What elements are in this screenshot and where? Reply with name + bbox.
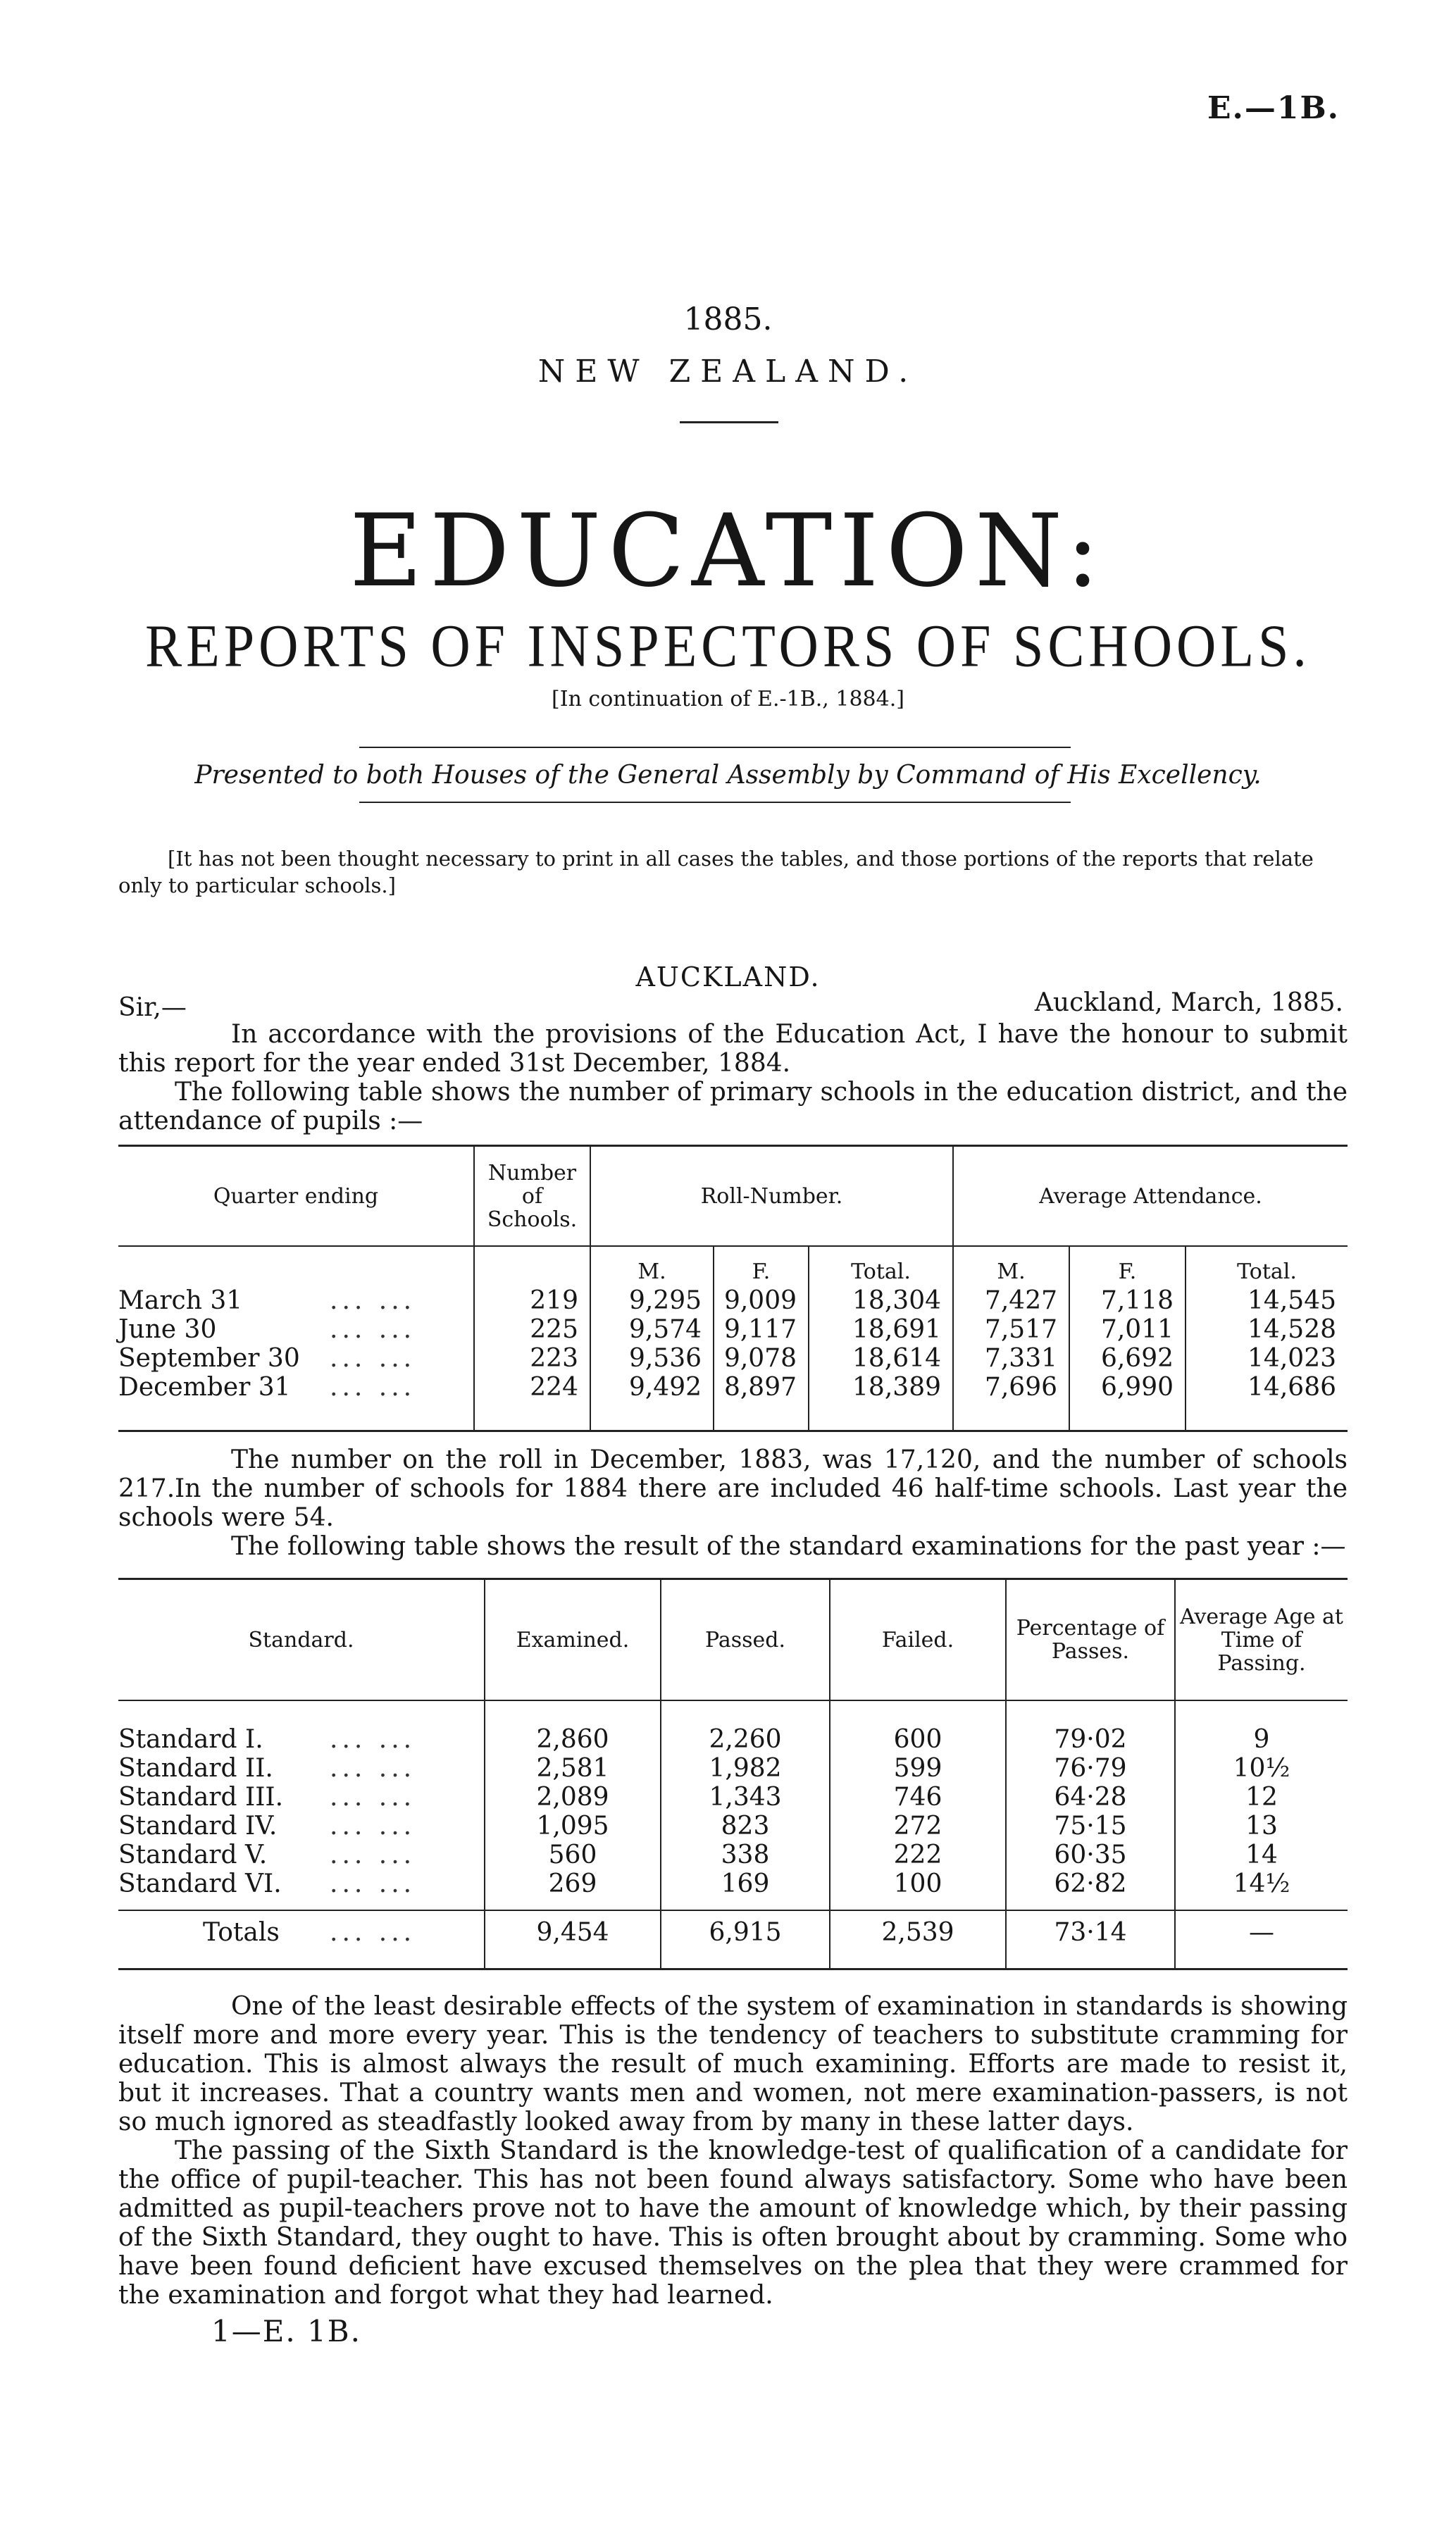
att-m-cell: 7,331	[953, 1344, 1069, 1373]
totals-age: —	[1175, 1910, 1348, 1969]
age-cell: 9	[1175, 1700, 1348, 1754]
table-row	[118, 1783, 1348, 1812]
leader-dots: ... ...	[330, 1315, 416, 1344]
quarter-cell	[118, 1315, 474, 1344]
standards-header-row	[118, 1579, 1348, 1701]
header-schools: Number of Schools.	[474, 1146, 590, 1247]
subheader-roll-f: F.	[714, 1246, 809, 1286]
paragraph-table1-intro: The following table shows the number of primary schools in the education district, and the attendance of pupils :—	[118, 1078, 1348, 1135]
standards-table	[118, 1578, 1348, 1970]
quarter-cell	[118, 1344, 474, 1373]
header-attendance: Average Attendance.	[953, 1146, 1348, 1247]
quarter-label: September 30	[118, 1344, 300, 1373]
quarter-label: March 31	[118, 1286, 243, 1315]
page-signature: 1—E. 1B.	[211, 2314, 362, 2348]
percentage-cell: 79·02	[1006, 1700, 1175, 1754]
dateline: Auckland, March, 1885.	[1034, 988, 1343, 1017]
roll-total-cell: 18,614	[809, 1344, 953, 1373]
att-m-cell: 7,427	[953, 1286, 1069, 1315]
divider-bottom	[359, 802, 1071, 803]
salutation: Sir,—	[118, 993, 187, 1022]
failed-cell: 746	[830, 1783, 1006, 1812]
roll-total-cell: 18,691	[809, 1315, 953, 1344]
roll-m-cell: 9,295	[590, 1286, 714, 1315]
roll-f-cell: 9,117	[714, 1315, 809, 1344]
att-f-cell: 7,011	[1069, 1315, 1186, 1344]
totals-row	[118, 1910, 1348, 1969]
table-row	[118, 1344, 1348, 1373]
schools-cell: 225	[474, 1315, 590, 1344]
short-divider	[680, 421, 778, 423]
leader-dots: ... ...	[330, 1286, 416, 1315]
percentage-cell: 64·28	[1006, 1783, 1175, 1812]
examined-cell: 2,089	[485, 1783, 661, 1812]
totals-percentage: 73·14	[1006, 1910, 1175, 1969]
att-f-cell: 6,692	[1069, 1344, 1186, 1373]
district-heading: AUCKLAND.	[635, 961, 821, 992]
passed-cell: 2,260	[661, 1700, 830, 1754]
quarter-cell	[118, 1373, 474, 1431]
failed-cell: 599	[830, 1754, 1006, 1783]
leader-dots: ... ...	[330, 1344, 416, 1373]
percentage-cell: 75·15	[1006, 1812, 1175, 1841]
att-m-cell: 7,517	[953, 1315, 1069, 1344]
attendance-header-row	[118, 1146, 1348, 1247]
table-row	[118, 1754, 1348, 1783]
leader-dots: ... ...	[330, 1869, 416, 1898]
report-year: 1885.	[683, 301, 773, 337]
continuation-note: [In continuation of E.-1B., 1884.]	[552, 687, 904, 711]
att-m-cell: 7,696	[953, 1373, 1069, 1431]
paragraph-table2-intro: The following table shows the result of the standard examinations for the past year :—	[231, 1532, 1346, 1561]
table-row	[118, 1812, 1348, 1841]
standard-cell	[118, 1783, 485, 1812]
standard-label: Standard VI.	[118, 1869, 282, 1898]
attendance-subheader-row	[118, 1246, 1348, 1286]
standard-cell	[118, 1869, 485, 1910]
att-f-cell: 6,990	[1069, 1373, 1186, 1431]
totals-examined: 9,454	[485, 1910, 661, 1969]
divider-top	[359, 747, 1071, 748]
subheader-roll-m: M.	[590, 1246, 714, 1286]
standard-label: Standard IV.	[118, 1812, 278, 1841]
leader-dots: ... ...	[330, 1841, 416, 1869]
header-standard: Standard.	[118, 1579, 485, 1701]
header-examined: Examined.	[485, 1579, 661, 1701]
totals-passed: 6,915	[661, 1910, 830, 1969]
leader-dots: ... ...	[330, 1725, 416, 1754]
roll-m-cell: 9,492	[590, 1373, 714, 1431]
passed-cell: 1,343	[661, 1783, 830, 1812]
roll-f-cell: 8,897	[714, 1373, 809, 1431]
age-cell: 10½	[1175, 1754, 1348, 1783]
quarter-label: June 30	[118, 1315, 217, 1344]
presented-line: Presented to both Houses of the General Assembly by Command of His Excellency.	[194, 761, 1262, 790]
roll-m-cell: 9,536	[590, 1344, 714, 1373]
paragraph-half-time: In the number of schools for 1884 there are included 46 half-time schools. Last year the schools were 54.	[118, 1474, 1348, 1532]
roll-total-cell: 18,389	[809, 1373, 953, 1431]
header-age: Average Age at Time of Passing.	[1175, 1579, 1348, 1701]
table-row	[118, 1841, 1348, 1869]
main-title: EDUCATION:	[349, 493, 1107, 609]
age-cell: 12	[1175, 1783, 1348, 1812]
leader-dots: ... ...	[330, 1754, 416, 1783]
age-cell: 13	[1175, 1812, 1348, 1841]
standard-cell	[118, 1700, 485, 1754]
quarter-label: December 31	[118, 1373, 291, 1402]
standard-cell	[118, 1812, 485, 1841]
header-percentage: Percentage of Passes.	[1006, 1579, 1175, 1701]
table-row	[118, 1373, 1348, 1431]
paragraph-roll-1883: The number on the roll in December, 1883, was 17,120, and the number of schools 217.	[118, 1445, 1348, 1503]
schools-cell: 219	[474, 1286, 590, 1315]
roll-f-cell: 9,009	[714, 1286, 809, 1315]
att-total-cell: 14,545	[1186, 1286, 1348, 1315]
table-row	[118, 1700, 1348, 1754]
examined-cell: 1,095	[485, 1812, 661, 1841]
leader-dots: ... ...	[330, 1783, 416, 1812]
header-roll: Roll-Number.	[590, 1146, 953, 1247]
failed-cell: 600	[830, 1700, 1006, 1754]
totals-failed: 2,539	[830, 1910, 1006, 1969]
subheader-roll-total: Total.	[809, 1246, 953, 1286]
paragraph-sixth-standard: The passing of the Sixth Standard is the knowledge-test of qualification of a candidate for the office of pupil-teacher. This has not been found always satisfactory. Some who have been admitted as pupil-teachers prove not to have the amount of knowledge which, by their passing of the Sixth Standard, they ought to have. This is often brought about by cramming. Some who have been found deficient have excused themselves on the plea that they were crammed for the examination and forgot what they had learned.	[118, 2136, 1348, 2310]
att-f-cell: 7,118	[1069, 1286, 1186, 1315]
passed-cell: 823	[661, 1812, 830, 1841]
leader-dots: ... ...	[330, 1373, 416, 1402]
table-row	[118, 1869, 1348, 1910]
schools-cell: 224	[474, 1373, 590, 1431]
percentage-cell: 60·35	[1006, 1841, 1175, 1869]
table-row	[118, 1286, 1348, 1315]
age-cell: 14½	[1175, 1869, 1348, 1910]
failed-cell: 272	[830, 1812, 1006, 1841]
header-passed: Passed.	[661, 1579, 830, 1701]
examined-cell: 560	[485, 1841, 661, 1869]
country-heading: NEW ZEALAND.	[537, 354, 919, 390]
percentage-cell: 62·82	[1006, 1869, 1175, 1910]
subheader-att-total: Total.	[1186, 1246, 1348, 1286]
subtitle: REPORTS OF INSPECTORS OF SCHOOLS.	[145, 611, 1311, 680]
passed-cell: 338	[661, 1841, 830, 1869]
subheader-att-f: F.	[1069, 1246, 1186, 1286]
standard-label: Standard III.	[118, 1783, 284, 1812]
paragraph-cramming: One of the least desirable effects of the system of examination in standards is showing itself more and more every year. This is the tendency of teachers to substitute cramming for education. This is almost always the result of much examining. Efforts are made to resist it, but it increases. That a country wants men and women, not mere examination-passers, is not so much ignored as steadfastly looked away from by many in these latter days.	[118, 1992, 1348, 2136]
examined-cell: 2,581	[485, 1754, 661, 1783]
att-total-cell: 14,528	[1186, 1315, 1348, 1344]
subheader-blank	[474, 1246, 590, 1286]
standard-cell	[118, 1754, 485, 1783]
header-quarter: Quarter ending	[118, 1146, 474, 1247]
paragraph-intro: In accordance with the provisions of the Education Act, I have the honour to submit this report for the year ended 31st December, 1884.	[118, 1020, 1348, 1078]
standard-cell	[118, 1841, 485, 1869]
leader-dots: ... ...	[330, 1918, 416, 1947]
totals-cell	[118, 1910, 485, 1969]
header-failed: Failed.	[830, 1579, 1006, 1701]
passed-cell: 1,982	[661, 1754, 830, 1783]
subheader-blank	[118, 1246, 474, 1286]
roll-m-cell: 9,574	[590, 1315, 714, 1344]
standard-label: Standard I.	[118, 1725, 263, 1754]
examined-cell: 2,860	[485, 1700, 661, 1754]
document-code: E.—1B.	[1207, 90, 1340, 126]
age-cell: 14	[1175, 1841, 1348, 1869]
schools-cell: 223	[474, 1344, 590, 1373]
examined-cell: 269	[485, 1869, 661, 1910]
attendance-table	[118, 1145, 1348, 1432]
att-total-cell: 14,023	[1186, 1344, 1348, 1373]
standard-label: Standard V.	[118, 1841, 268, 1869]
quarter-cell	[118, 1286, 474, 1315]
editorial-note: [It has not been thought necessary to print in all cases the tables, and those portions of the reports that relate only to particular schools.]	[118, 847, 1314, 897]
standard-label: Standard II.	[118, 1754, 273, 1783]
percentage-cell: 76·79	[1006, 1754, 1175, 1783]
failed-cell: 222	[830, 1841, 1006, 1869]
table-row	[118, 1315, 1348, 1344]
subheader-att-m: M.	[953, 1246, 1069, 1286]
failed-cell: 100	[830, 1869, 1006, 1910]
roll-f-cell: 9,078	[714, 1344, 809, 1373]
leader-dots: ... ...	[330, 1812, 416, 1841]
totals-label: Totals	[203, 1918, 280, 1947]
passed-cell: 169	[661, 1869, 830, 1910]
roll-total-cell: 18,304	[809, 1286, 953, 1315]
att-total-cell: 14,686	[1186, 1373, 1348, 1431]
